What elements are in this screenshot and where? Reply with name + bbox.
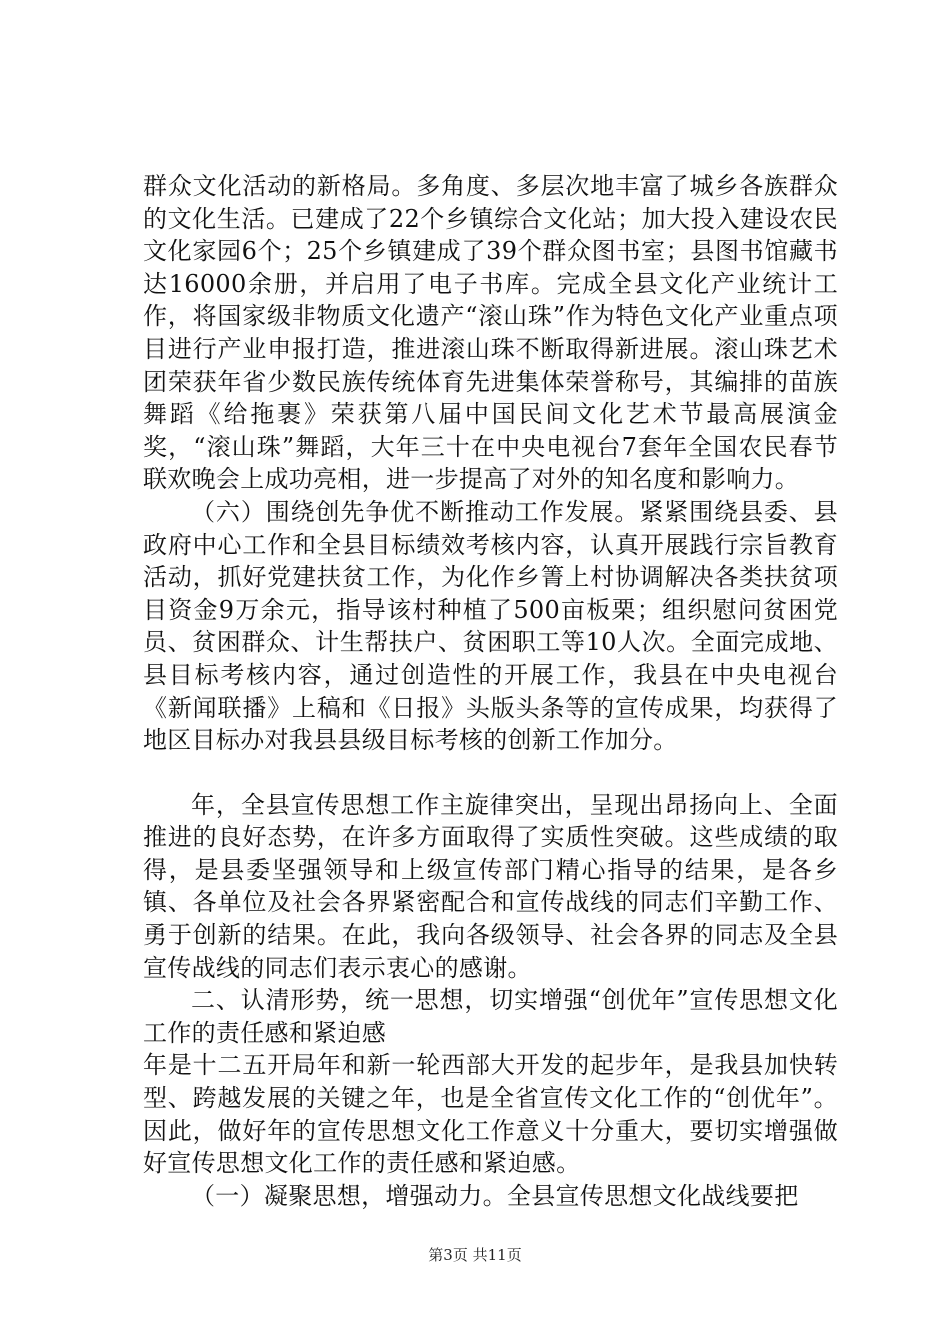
document-body [143, 170, 838, 1212]
page-number-footer: 第3页 共11页 [428, 1246, 522, 1264]
paragraph-section-two-heading: 二、认清形势，统一思想，切实增强“创优年”宣传思想文化工作的责任感和紧迫感 [143, 986, 838, 1047]
paragraph-cultural-activities: 群众文化活动的新格局。多角度、多层次地丰富了城乡各族群众的文化生活。已建成了22个乡镇综合文化站；加大投入建设农民文化家园6个；25个乡镇建成了39个群众图书室；县图书馆藏书达16000余册，并启用了电子书库。完成全县文化产业统计工作，将国家级非物质文化遗产“滚山珠”作为特色文化产业重点项目进行产业申报打造，推进滚山珠不断取得新进展。滚山珠艺术团荣获年省少数民族传统体育先进集体荣誉称号，其编排的苗族舞蹈《给拖裹》荣获第八届中国民间文化艺术节最高展演金奖，“滚山珠”舞蹈，大年三十在中央电视台7套年全国农民春节联欢晚会上成功亮相，进一步提高了对外的知名度和影响力。 [143, 172, 838, 494]
paragraph-year-situation: 年是十二五开局年和新一轮西部大开发的起步年，是我县加快转型、跨越发展的关键之年，也是全省宣传文化工作的“创优年”。因此，做好年的宣传思想文化工作意义十分重大，要切实增强做好宣传思想文化工作的责任感和紧迫感。 [143, 1051, 838, 1178]
paragraph-section-one-start: （一）凝聚思想，增强动力。全县宣传思想文化战线要把 [191, 1181, 799, 1210]
paragraph-year-summary: 年，全县宣传思想工作主旋律突出，呈现出昂扬向上、全面推进的良好态势，在许多方面取得了实质性突破。这些成绩的取得，是县委坚强领导和上级宣传部门精心指导的结果，是各乡镇、各单位及社会各界紧密配合和宣传战线的同志们辛勤工作、勇于创新的结果。在此，我向各级领导、社会各界的同志及全县宣传战线的同志们表示衷心的感谢。 [143, 790, 838, 982]
paragraph-section-six: （六）围绕创先争优不断推动工作发展。紧紧围绕县委、县政府中心工作和全县目标绩效考核内容，认真开展践行宗旨教育活动，抓好党建扶贫工作，为化作乡箐上村协调解决各类扶贫项目资金9万余元，指导该村种植了500亩板栗；组织慰问贫困党员、贫困群众、计生帮扶户、贫困职工等10人次。全面完成地、县目标考核内容，通过创造性的开展工作，我县在中央电视台《新闻联播》上稿和《日报》头版头条等的宣传成果，均获得了地区目标办对我县县级目标考核的创新工作加分。 [143, 497, 838, 755]
